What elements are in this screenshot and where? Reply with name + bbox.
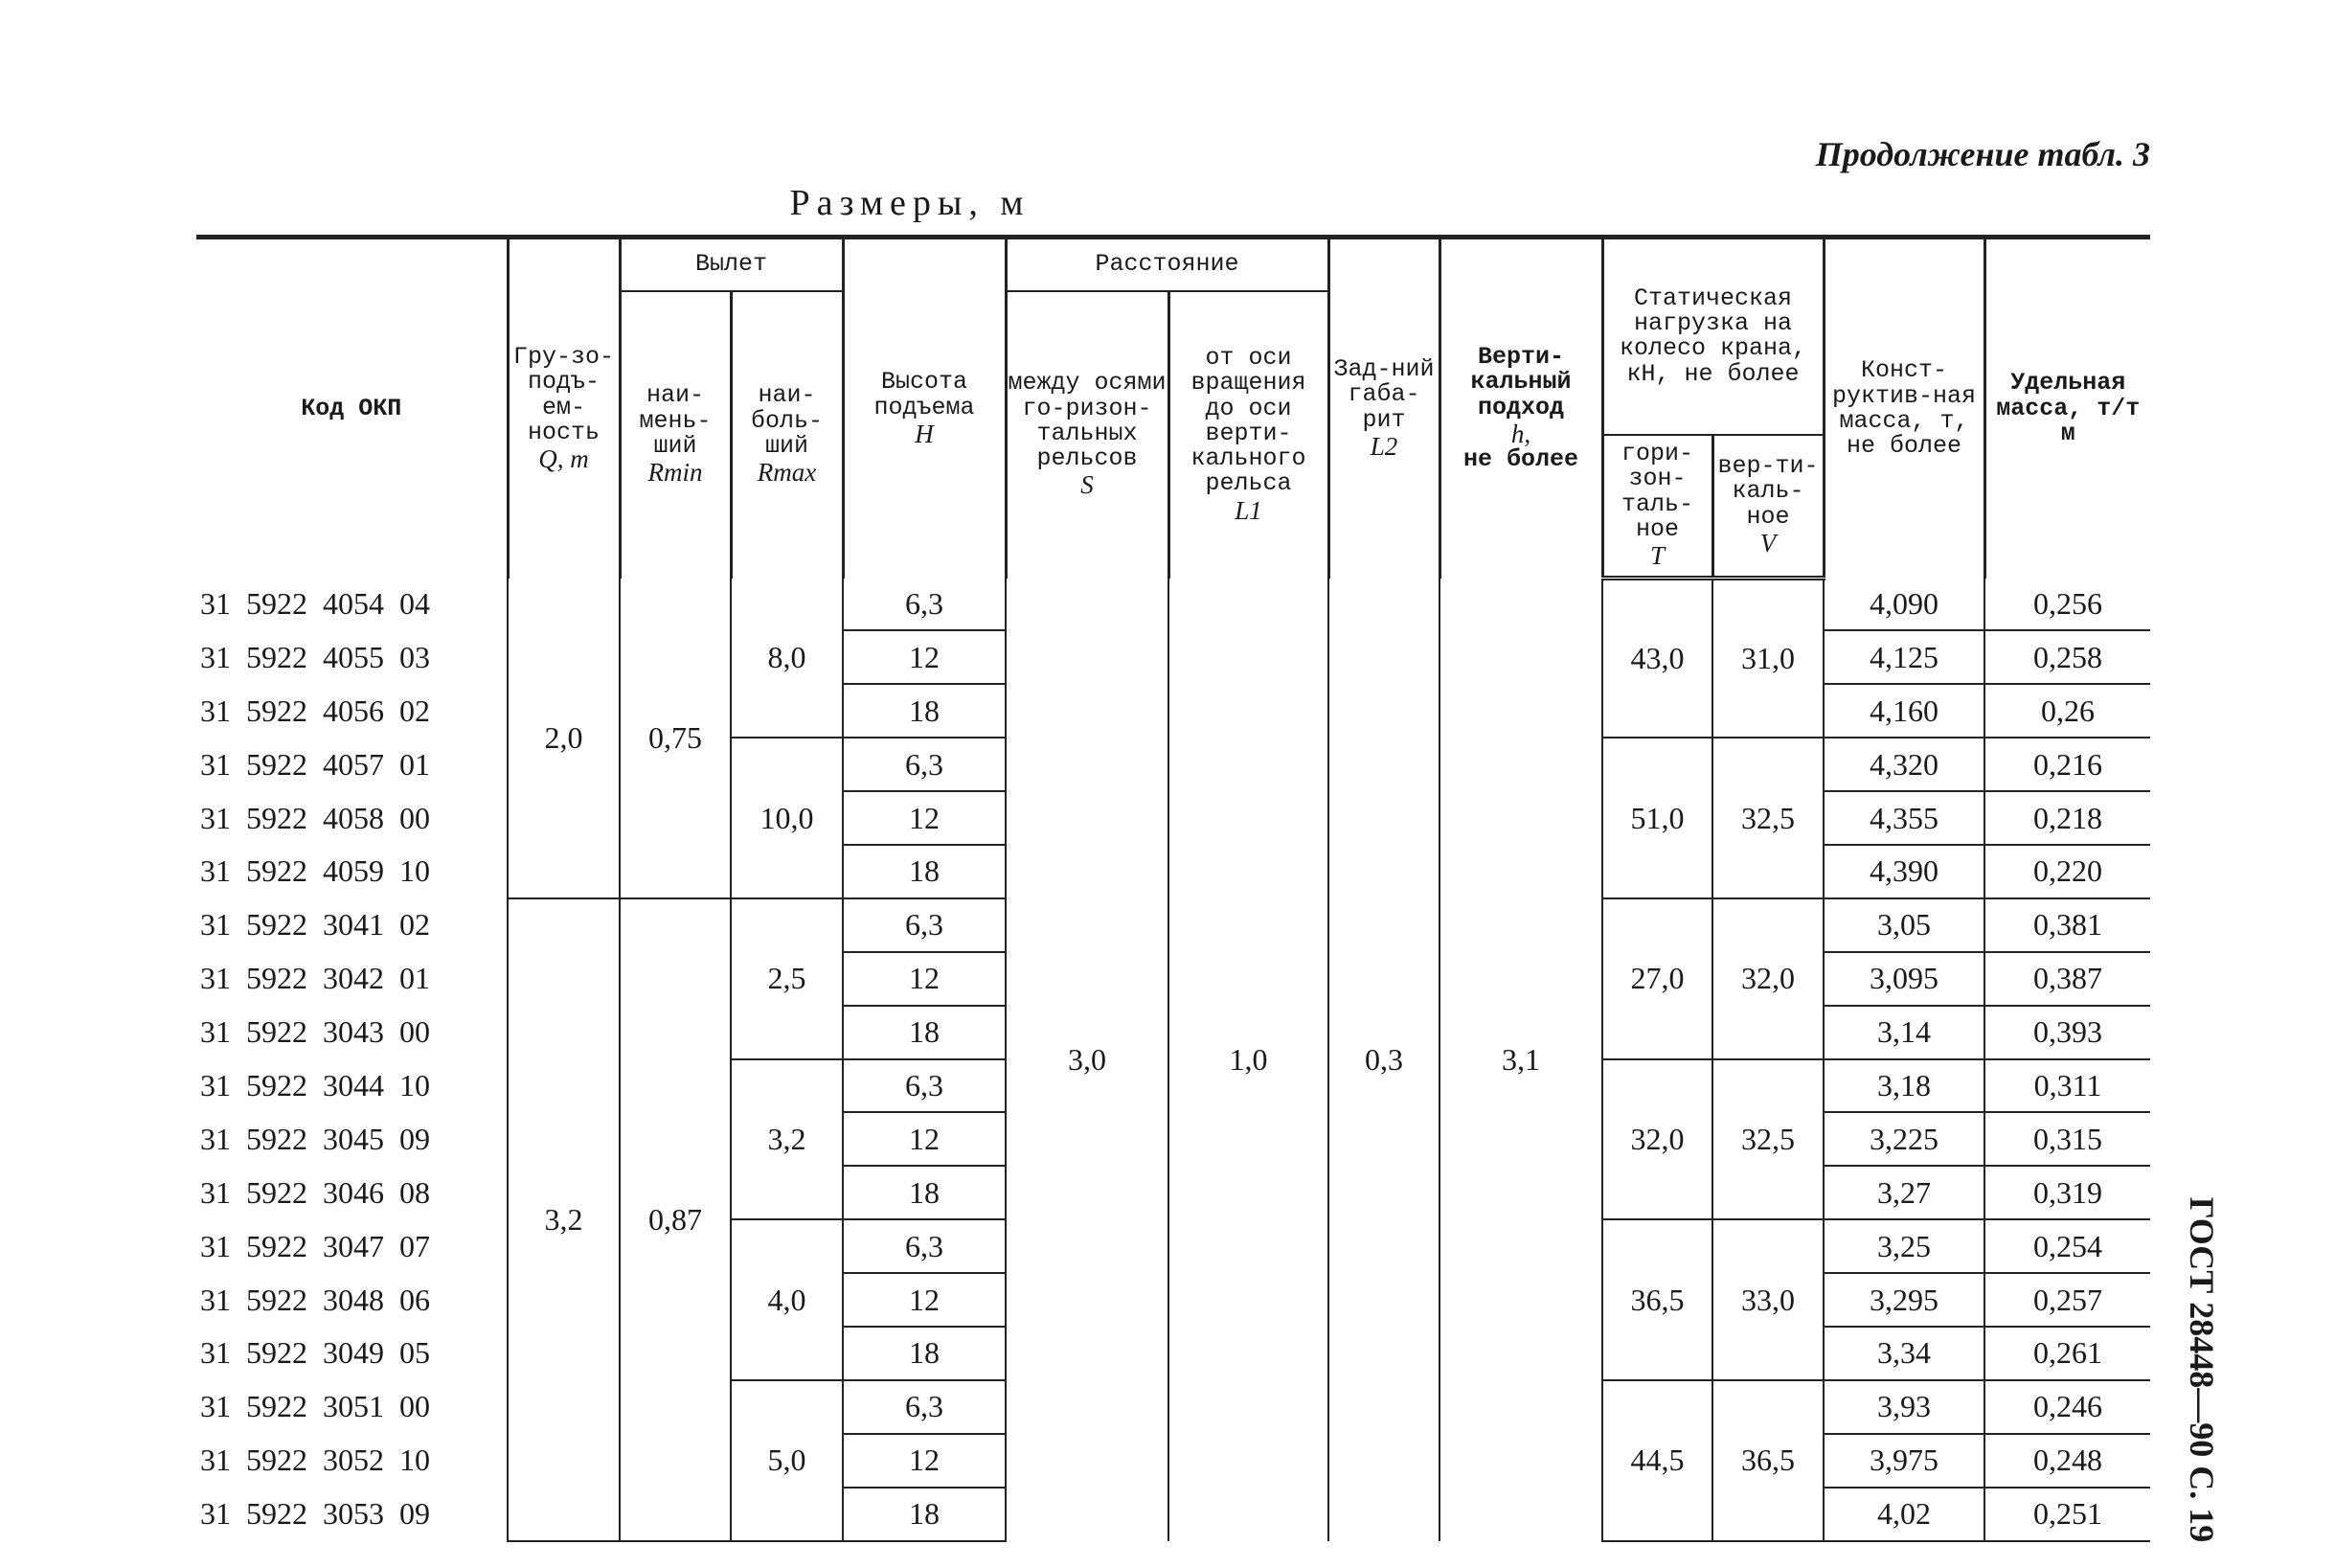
rear-clearance-cell: 0,3 [1328,579,1440,1541]
reach-max-cell: 5,0 [731,1380,843,1541]
specific-mass-cell: 0,319 [1984,1166,2150,1219]
wheel-load-horizontal-cell: 44,5 [1602,1380,1712,1541]
wheel-load-vertical-cell: 32,5 [1712,738,1824,898]
wheel-load-vertical-cell: 32,5 [1712,1059,1824,1220]
wheel-load-vertical-cell: 33,0 [1712,1219,1824,1380]
column-reach-min: наи-мень-ший Rmin [620,291,731,579]
wheel-load-horizontal-cell: 32,0 [1602,1059,1712,1220]
mass-cell: 3,225 [1824,1112,1984,1166]
wheel-load-horizontal-cell: 51,0 [1602,738,1712,898]
reach-max-cell: 2,5 [731,898,843,1059]
mass-cell: 4,160 [1824,684,1984,738]
reach-max-cell: 10,0 [731,738,843,898]
column-rear-clearance: Зад-ний габа-рит L2 [1328,238,1440,579]
wheel-load-vertical-cell: 31,0 [1712,579,1824,739]
okp-code-cell: 31 5922 3042 01 [196,952,508,1006]
lift-height-cell: 18 [843,1488,1006,1541]
okp-code-cell: 31 5922 3043 00 [196,1006,508,1059]
mass-cell: 3,975 [1824,1434,1984,1488]
rail-spacing-cell: 3,0 [1006,579,1168,1541]
reach-min-cell: 0,75 [620,579,731,898]
okp-code-cell: 31 5922 3052 10 [196,1434,508,1488]
column-wheel-load-vertical: вер-ти-каль-ное V [1712,435,1824,579]
mass-cell: 3,34 [1824,1327,1984,1380]
lift-height-cell: 6,3 [843,579,1006,631]
lift-height-cell: 6,3 [843,898,1006,952]
reach-max-cell: 3,2 [731,1059,843,1220]
lift-height-cell: 12 [843,630,1006,684]
column-capacity: Гру-зо-подъ-ем-ность Q, т [508,238,620,579]
lift-height-cell: 6,3 [843,1380,1006,1434]
table-body [196,579,2150,1541]
specific-mass-cell: 0,26 [1984,684,2150,738]
wheel-load-horizontal-cell: 43,0 [1602,579,1712,739]
specific-mass-cell: 0,315 [1984,1112,2150,1166]
column-wheel-load-horizontal: гори-зон-таль-ное T [1602,435,1712,579]
specific-mass-cell: 0,218 [1984,791,2150,845]
column-lift-height: Высота подъема H [843,238,1006,579]
reach-max-cell: 4,0 [731,1219,843,1380]
specific-mass-cell: 0,381 [1984,898,2150,952]
okp-code-cell: 31 5922 4059 10 [196,845,508,898]
lift-height-cell: 12 [843,1434,1006,1488]
specific-mass-cell: 0,258 [1984,630,2150,684]
wheel-load-vertical-cell: 36,5 [1712,1380,1824,1541]
lift-height-cell: 12 [843,1273,1006,1327]
specific-mass-cell: 0,216 [1984,738,2150,791]
table-header [196,238,2150,579]
lift-height-cell: 12 [843,952,1006,1006]
column-code: Код ОКП [196,238,508,579]
capacity-cell: 3,2 [508,898,620,1541]
lift-height-cell: 6,3 [843,1059,1006,1113]
mass-cell: 4,02 [1824,1488,1984,1541]
wheel-load-horizontal-cell: 27,0 [1602,898,1712,1059]
lift-height-cell: 18 [843,845,1006,898]
specific-mass-cell: 0,257 [1984,1273,2150,1327]
mass-cell: 4,355 [1824,791,1984,845]
column-group-wheel-load: Статическая нагрузка на колесо крана, кН, не более [1602,238,1824,435]
standard-page-stamp: ГОСТ 28448—90 С. 19 [2183,1196,2221,1543]
specific-mass-cell: 0,393 [1984,1006,2150,1059]
okp-code-cell: 31 5922 3051 00 [196,1380,508,1434]
reach-min-cell: 0,87 [620,898,731,1541]
mass-cell: 4,320 [1824,738,1984,791]
okp-code-cell: 31 5922 3048 06 [196,1273,508,1327]
lift-height-cell: 18 [843,1166,1006,1219]
capacity-cell: 2,0 [508,579,620,898]
okp-code-cell: 31 5922 4058 00 [196,791,508,845]
mass-cell: 3,93 [1824,1380,1984,1434]
mass-cell: 3,295 [1824,1273,1984,1327]
axis-distance-cell: 1,0 [1168,579,1328,1541]
okp-code-cell: 31 5922 4056 02 [196,684,508,738]
wheel-load-horizontal-cell: 36,5 [1602,1219,1712,1380]
mass-cell: 3,05 [1824,898,1984,952]
column-group-distance: Расстояние [1006,238,1328,291]
column-axis-distance: от оси вращения до оси верти-кального рельса L1 [1168,291,1328,579]
okp-code-cell: 31 5922 3047 07 [196,1219,508,1273]
okp-code-cell: 31 5922 3046 08 [196,1166,508,1219]
specific-mass-cell: 0,254 [1984,1219,2150,1273]
dimensions-table [196,235,2150,1542]
specific-mass-cell: 0,261 [1984,1327,2150,1380]
lift-height-cell: 18 [843,684,1006,738]
okp-code-cell: 31 5922 3045 09 [196,1112,508,1166]
lift-height-cell: 12 [843,791,1006,845]
specific-mass-cell: 0,387 [1984,952,2150,1006]
column-reach-max: наи-боль-ший Rmax [731,291,843,579]
mass-cell: 4,090 [1824,579,1984,631]
table-row [196,579,2150,631]
okp-code-cell: 31 5922 4054 04 [196,579,508,631]
column-group-reach: Вылет [620,238,843,291]
column-rail-spacing: между осями го-ризон-тальных рельсов S [1006,291,1168,579]
column-vertical-approach: Верти-кальный подход h, не более [1440,238,1602,579]
specific-mass-cell: 0,246 [1984,1380,2150,1434]
mass-cell: 3,25 [1824,1219,1984,1273]
specific-mass-cell: 0,256 [1984,579,2150,631]
okp-code-cell: 31 5922 3044 10 [196,1059,508,1113]
specific-mass-cell: 0,220 [1984,845,2150,898]
specific-mass-cell: 0,311 [1984,1059,2150,1113]
vertical-approach-cell: 3,1 [1440,579,1602,1541]
mass-cell: 4,125 [1824,630,1984,684]
okp-code-cell: 31 5922 3053 09 [196,1488,508,1541]
wheel-load-vertical-cell: 32,0 [1712,898,1824,1059]
okp-code-cell: 31 5922 3041 02 [196,898,508,952]
lift-height-cell: 12 [843,1112,1006,1166]
specific-mass-cell: 0,248 [1984,1434,2150,1488]
continuation-caption: Продолжение табл. 3 [1815,135,2150,173]
okp-code-cell: 31 5922 4055 03 [196,630,508,684]
specific-mass-cell: 0,251 [1984,1488,2150,1541]
mass-cell: 3,27 [1824,1166,1984,1219]
okp-code-cell: 31 5922 4057 01 [196,738,508,791]
column-specific-mass: Удельная масса, т/т м [1984,238,2150,579]
column-mass: Конст-руктив-ная масса, т, не более [1824,238,1984,579]
okp-code-cell: 31 5922 3049 05 [196,1327,508,1380]
lift-height-cell: 6,3 [843,1219,1006,1273]
lift-height-cell: 18 [843,1327,1006,1380]
lift-height-cell: 18 [843,1006,1006,1059]
mass-cell: 3,18 [1824,1059,1984,1113]
reach-max-cell: 8,0 [731,579,843,739]
lift-height-cell: 6,3 [843,738,1006,791]
mass-cell: 4,390 [1824,845,1984,898]
mass-cell: 3,14 [1824,1006,1984,1059]
table-title: Размеры, м [789,183,1031,223]
mass-cell: 3,095 [1824,952,1984,1006]
